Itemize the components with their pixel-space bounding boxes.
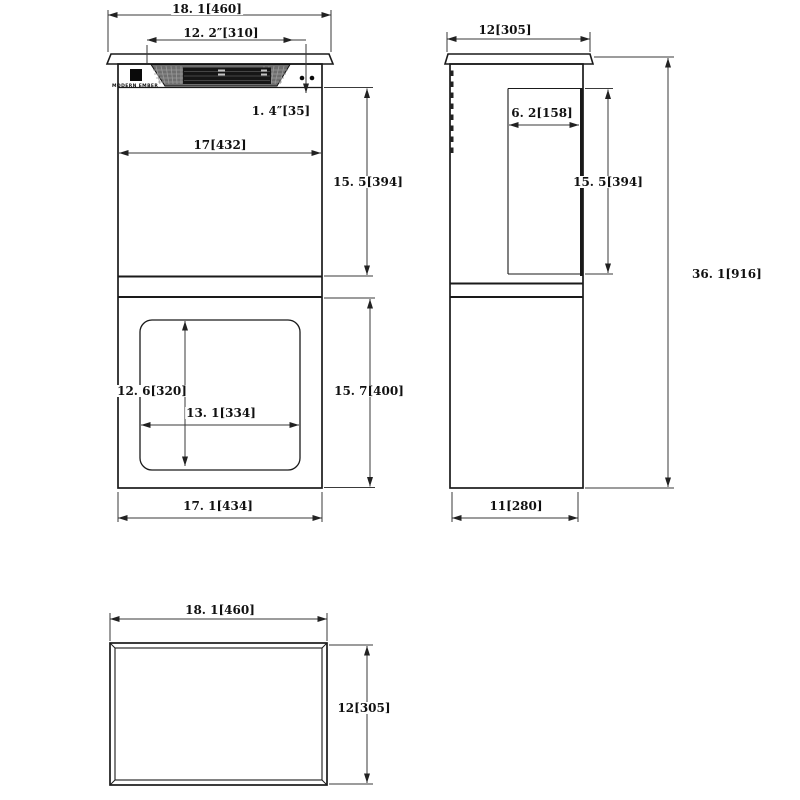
dim-front-window-width: 13. 1[334] [186,406,256,420]
brand-wordmark: MODERN EMBER [112,84,159,89]
dim-front-overall-width: 18. 1[460] [172,2,242,16]
dim-top-width: 18. 1[460] [185,603,255,617]
dim-front-upper-height: 15. 5[394] [333,175,403,189]
top-view [110,613,373,785]
dim-front-panel-width: 17[432] [193,138,247,152]
dim-front-vent-offset: 1. 4″[35] [251,104,311,118]
vent-grille-icon [151,65,290,87]
dim-side-recess-height: 15. 5[394] [573,175,643,189]
dim-top-depth: 12[305] [337,701,391,715]
dim-front-vent-width: 12. 2″[310] [183,26,259,40]
dim-side-top-depth: 12[305] [478,23,532,37]
dim-front-lower-height: 15. 7[400] [334,384,404,398]
dim-side-base-depth: 11[280] [489,499,543,513]
dim-front-base-width: 17. 1[434] [183,499,253,513]
dim-side-overall-height: 36. 1[916] [692,267,762,281]
dim-side-recess-width: 6. 2[158] [511,106,573,120]
dim-front-window-height: 12. 6[320] [117,384,187,398]
